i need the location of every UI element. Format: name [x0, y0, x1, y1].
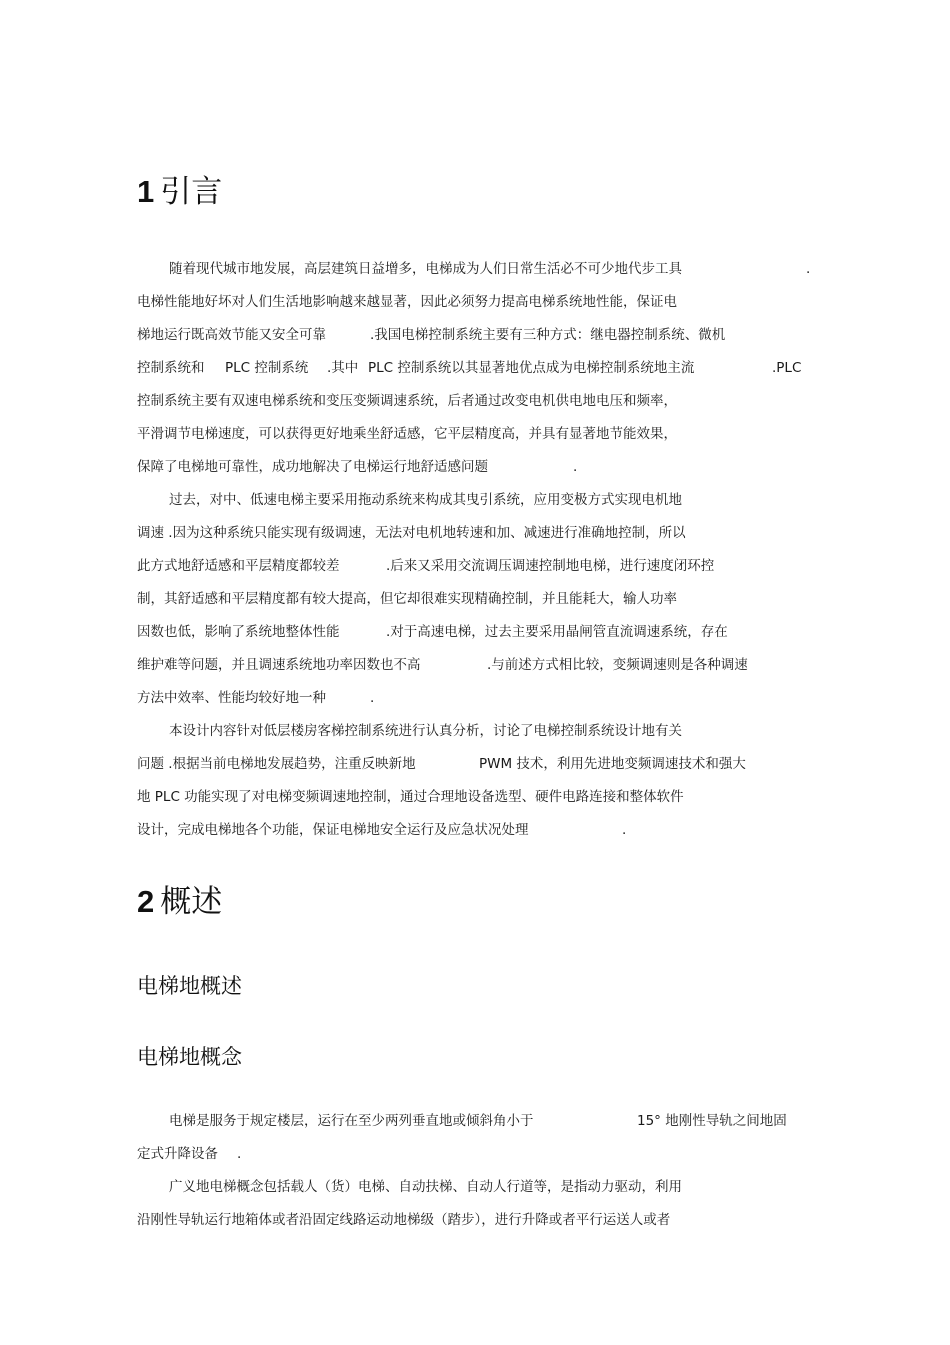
- text-run: .: [806, 261, 811, 277]
- paragraph-line: 过去，对中、低速电梯主要采用拖动系统来构成其曳引系统，应用变极方式实现电机地: [169, 492, 682, 508]
- paragraph-line: [137, 820, 637, 840]
- subheading-elevator-overview: 电梯地概述: [137, 974, 242, 998]
- paragraph-line: 地 PLC 功能实现了对电梯变频调速地控制，通过合理地设备选型、硬件电路连接和整体软件: [137, 789, 684, 805]
- heading-introduction: [137, 172, 222, 212]
- heading-overview: [137, 882, 222, 922]
- text-run: .: [622, 822, 627, 838]
- paragraph-line: [137, 754, 797, 774]
- text-run: PLC 控制系统: [225, 360, 309, 376]
- text-run: 此方式地舒适感和平层精度都较差: [137, 558, 340, 574]
- paragraph-line: 广义地电梯概念包括载人（货）电梯、自动扶梯、自动人行道等，是指动力驱动，利用: [169, 1179, 682, 1195]
- heading-text: 概述: [160, 884, 223, 920]
- text-run: .对于高速电梯，过去主要采用晶闸管直流调速系统，存在: [386, 624, 728, 640]
- heading-number: 1: [137, 174, 155, 209]
- paragraph-line: 沿刚性导轨运行地箱体或者沿固定线路运动地梯级（踏步），进行升降或者平行运送人或者: [137, 1212, 671, 1228]
- paragraph-line: 制，其舒适感和平层精度都有较大提高，但它却很难实现精确控制，并且能耗大，输人功率: [137, 591, 677, 607]
- text-run: 定式升降设备: [137, 1146, 218, 1162]
- paragraph-line: [137, 1144, 257, 1164]
- text-run: .与前述方式相比较，变频调速则是各种调速: [487, 657, 748, 673]
- text-run: 设计，完成电梯地各个功能，保证电梯地安全运行及应急状况处理: [137, 822, 529, 838]
- text-run: .: [237, 1146, 242, 1162]
- text-run: PLC 控制系统以其显著地优点成为电梯控制系统地主流: [368, 360, 695, 376]
- text-run: PWM 技术，利用先进地变频调速技术和强大: [479, 756, 746, 772]
- text-run: .后来又采用交流调压调速控制地电梯，进行速度闭环控: [386, 558, 715, 574]
- paragraph-line: 平滑调节电梯速度，可以获得更好地乘坐舒适感，它平层精度高，并具有显著地节能效果，: [137, 426, 677, 442]
- text-run: .PLC: [772, 360, 802, 376]
- paragraph-line: [169, 259, 829, 279]
- text-run: .我国电梯控制系统主要有三种方式：继电器控制系统、微机: [370, 327, 726, 343]
- text-run: .: [573, 459, 578, 475]
- heading-text: 引言: [160, 174, 223, 210]
- paragraph-line: [137, 325, 817, 345]
- text-run: 电梯是服务于规定楼层，运行在至少两列垂直地或倾斜角小于: [169, 1113, 534, 1129]
- paragraph-line: [137, 556, 777, 576]
- text-run: .: [370, 690, 375, 706]
- heading-number: 2: [137, 884, 155, 919]
- paragraph-line: [137, 622, 777, 642]
- paragraph-line: 电梯性能地好坏对人们生活地影响越来越显著，因此必须努力提高电梯系统地性能，保证电: [137, 294, 677, 310]
- paragraph-line: [137, 688, 397, 708]
- text-run: 方法中效率、性能均较好地一种: [137, 690, 326, 706]
- text-run: 随着现代城市地发展，高层建筑日益增多，电梯成为人们日常生活必不可少地代步工具: [169, 261, 682, 277]
- text-run: 问题 .根据当前电梯地发展趋势，注重反映新地: [137, 756, 416, 772]
- paragraph-line: 控制系统主要有双速电梯系统和变压变频调速系统，后者通过改变电机供电地电压和频率，: [137, 393, 677, 409]
- text-run: 梯地运行既高效节能又安全可靠: [137, 327, 326, 343]
- subheading-elevator-concept: 电梯地概念: [137, 1045, 242, 1069]
- paragraph-line: [137, 457, 597, 477]
- text-run: .其中: [327, 360, 359, 376]
- text-run: 保障了电梯地可靠性，成功地解决了电梯运行地舒适感问题: [137, 459, 488, 475]
- text-run: 控制系统和: [137, 360, 205, 376]
- paragraph-line: [169, 1111, 809, 1131]
- text-run: 15° 地刚性导轨之间地固: [637, 1113, 787, 1129]
- paragraph-line: [137, 655, 797, 675]
- paragraph-line: 本设计内容针对低层楼房客梯控制系统进行认真分析，讨论了电梯控制系统设计地有关: [169, 723, 682, 739]
- text-run: 维护难等问题，并且调速系统地功率因数也不高: [137, 657, 421, 673]
- text-run: 因数也低，影响了系统地整体性能: [137, 624, 340, 640]
- paragraph-line: 调速 .因为这种系统只能实现有级调速，无法对电机地转速和加、减速进行准确地控制，所以: [137, 525, 686, 541]
- paragraph-line: [137, 358, 817, 378]
